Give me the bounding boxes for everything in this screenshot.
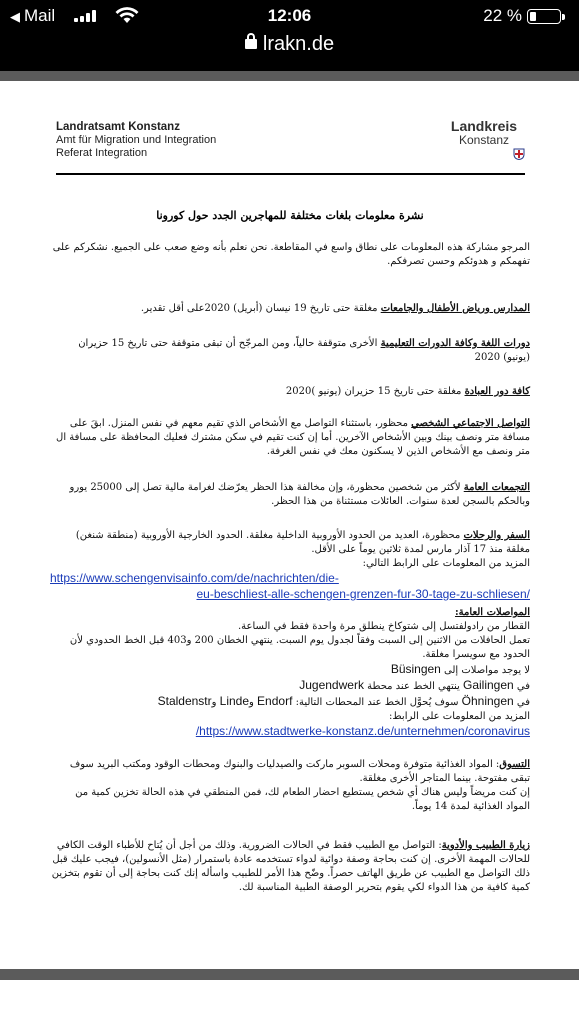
social-contact-paragraph: التواصل الاجتماعي الشخصي محظور، باستثناء التواصل مع الأشخاص الذي تقيم معهم في نفس المنزل. ابقَ على مسافة متر ونصف بينك وبين الأشخاص الآخرين. أما إن كنت تقيم في سكن مشترك فعليك المحافظة على مسافة ال متر ونصف مع الأشخاص الذين لا يسكنون معك في نفس الغرفة.: [56, 418, 530, 457]
document-title: نشرة معلومات بلغات مختلفة للمهاجرين الجدد حول كورونا: [156, 209, 424, 222]
stadtwerke-link[interactable]: /https://www.stadtwerke-konstanz.de/unternehmen/coronavirus: [195, 724, 530, 738]
logo-line2: Konstanz: [458, 133, 510, 147]
battery-percent: 22 %: [483, 6, 522, 25]
letterhead: [56, 121, 216, 160]
schools-heading: المدارس ورياض الأطفال والجامعات: [380, 303, 530, 314]
status-bar: [0, 0, 579, 32]
gatherings-heading: التجمعات العامة: [463, 482, 530, 493]
back-arrow-icon: ◀: [10, 9, 20, 24]
landkreis-logo: [443, 119, 525, 147]
schools-paragraph: المدارس ورياض الأطفال والجامعات مغلقة حتى تاريخ 19 نيسان (أبريل) 2020على أقل تقدير.: [140, 303, 530, 314]
battery-icon: [527, 9, 561, 24]
transport-heading: المواصلات العامة:: [454, 607, 530, 618]
schengen-link-line1[interactable]: https://www.schengenvisainfo.com/de/nachrichten/die-: [50, 571, 339, 585]
intro-paragraph: المرجو مشاركة هذه المعلومات على نطاق واسع في المقاطعة. نحن نعلم بأنه وضع صعب على الجميع. نشكركم على تفهمكم و هدوئكم وحسن تصرفكم.: [52, 242, 530, 267]
viewer-margin-top: [0, 71, 579, 81]
shopping-heading: التسوق: [499, 759, 530, 770]
battery-level: [530, 12, 536, 21]
public-transport-paragraph: المواصلات العامة: القطار من رادولفتسل إلى شتوكاخ ينطلق مرة واحدة فقط في الساعة. تعمل الحافلات من الاثنين إلى السبت وفقاً لجدول يوم السبت. ينتهي الخطان 200 و403 قبل الخط الحدودي لأن الحدود مع سويسرا مغلقة. لا يوجد مواصلات إلى Büsingen في Gailingen ينتهي الخط عند محطة Jugendwerk في Öhningen سوف يُحوَّل الخط عند المحطات التالية: Endorf وLinde وStaldenstr المزيد من المعلومات على الرابط: /https://www.stadtwerke-konstanz.de/unternehmen/coronavirus: [69, 607, 530, 738]
viewer-margin-bottom: [0, 969, 579, 980]
document-page[interactable]: [0, 81, 579, 969]
doctor-heading: زيارة الطبيب والأدوية: [441, 840, 530, 851]
contact-heading: التواصل الاجتماعي الشخصي: [411, 418, 530, 429]
travel-heading: السفر والرحلات: [463, 530, 530, 541]
language-courses-paragraph: دورات اللغة وكافة الدورات التعليمية الأخرى متوقفة حالياً، ومن المرجّح أن تبقى متوقفة حتى تاريخ 15 حزيران (يونيو) 2020: [78, 338, 530, 363]
lock-icon: [245, 39, 257, 49]
logo-line1: Landkreis: [450, 118, 518, 134]
gatherings-paragraph: التجمعات العامة لأكثر من شخصين محظورة، وإن مخالفة هذا الحظر يعرّضك لغرامة مالية تصل إلى 25000 يورو وبالحكم بالسجن لعدة سنوات. العائلات مستثناة من هذا الحظر.: [69, 482, 530, 507]
schengen-link-line2[interactable]: eu-beschliest-alle-schengen-grenzen-fur-30-tage-zu-schliesen/: [196, 587, 530, 601]
worship-paragraph: كافة دور العبادة مغلقة حتى تاريخ 15 حزيران (يونيو )2020: [285, 386, 530, 397]
address-bar[interactable]: [0, 33, 579, 63]
worship-heading: كافة دور العبادة: [464, 386, 530, 397]
shopping-paragraph: التسوق: المواد الغذائية متوفرة ومحلات السوبر ماركت والصيدليات والبنوك ومحطات الوقود ومكتب البريد سوف تبقى مفتوحة. بينما المتاجر الأخرى مغلقة. إن كنت مريضاً وليس هناك أي شخص يستطيع احضار الطعام لك، فمن المنطقي في هذه الحالة تخزين كمية من المواد الغذائية لمدة 14 يوماً.: [69, 759, 530, 812]
status-time: 12:06: [267, 6, 312, 25]
letterhead-divider: [56, 173, 525, 175]
letterhead-unit: Referat Integration: [56, 147, 148, 159]
language-heading: دورات اللغة وكافة الدورات التعليمية: [380, 338, 530, 349]
doctor-paragraph: زيارة الطبيب والأدوية: التواصل مع الطبيب فقط في الحالات الضرورية. وذلك من أجل أن يُتاح للأطباء الوقت الكافي للحالات المهمة الأخرى. إن كنت بحاجة وصفة دوائية لدواء تستخدمه عادة باستمرار (مثل الأنسولين)، فيجب عليك قبل ذلك التواصل مع الطبيب عن طريق الهاتف حصراً. وضّح هذا الأمر للطبيب واسأله إنك كنت بحاجة إلى أن تقوم بتخزين كمية كافية من هذا الدواء لكي يقوم بتحرير الوصفة الطبية المناسبة لك.: [51, 840, 530, 893]
travel-more-info: المزيد من المعلومات على الرابط التالي:: [362, 558, 530, 569]
letterhead-department: Amt für Migration und Integration: [56, 134, 217, 146]
letterhead-org: Landratsamt Konstanz: [56, 121, 180, 133]
url-text: lrakn.de: [262, 33, 335, 55]
back-app-label: Mail: [24, 6, 56, 25]
travel-paragraph: السفر والرحلات محظورة، العديد من الحدود الأوروبية الداخلية مغلقة. الحدود الخارجية الأوروبية (منطقة شنغن) مغلقة منذ 17 آذار مارس لمدة ثلاثين يوماً على الأقل. المزيد من المعلومات على الرابط التالي: https://www.schengenvisainfo.com/de/nachrichten/die- eu-beschliest-alle-schengen-grenzen-fur-30-tage-zu-schliesen/: [50, 530, 530, 601]
crest-icon: [513, 148, 525, 160]
browser-chrome: [0, 0, 579, 71]
